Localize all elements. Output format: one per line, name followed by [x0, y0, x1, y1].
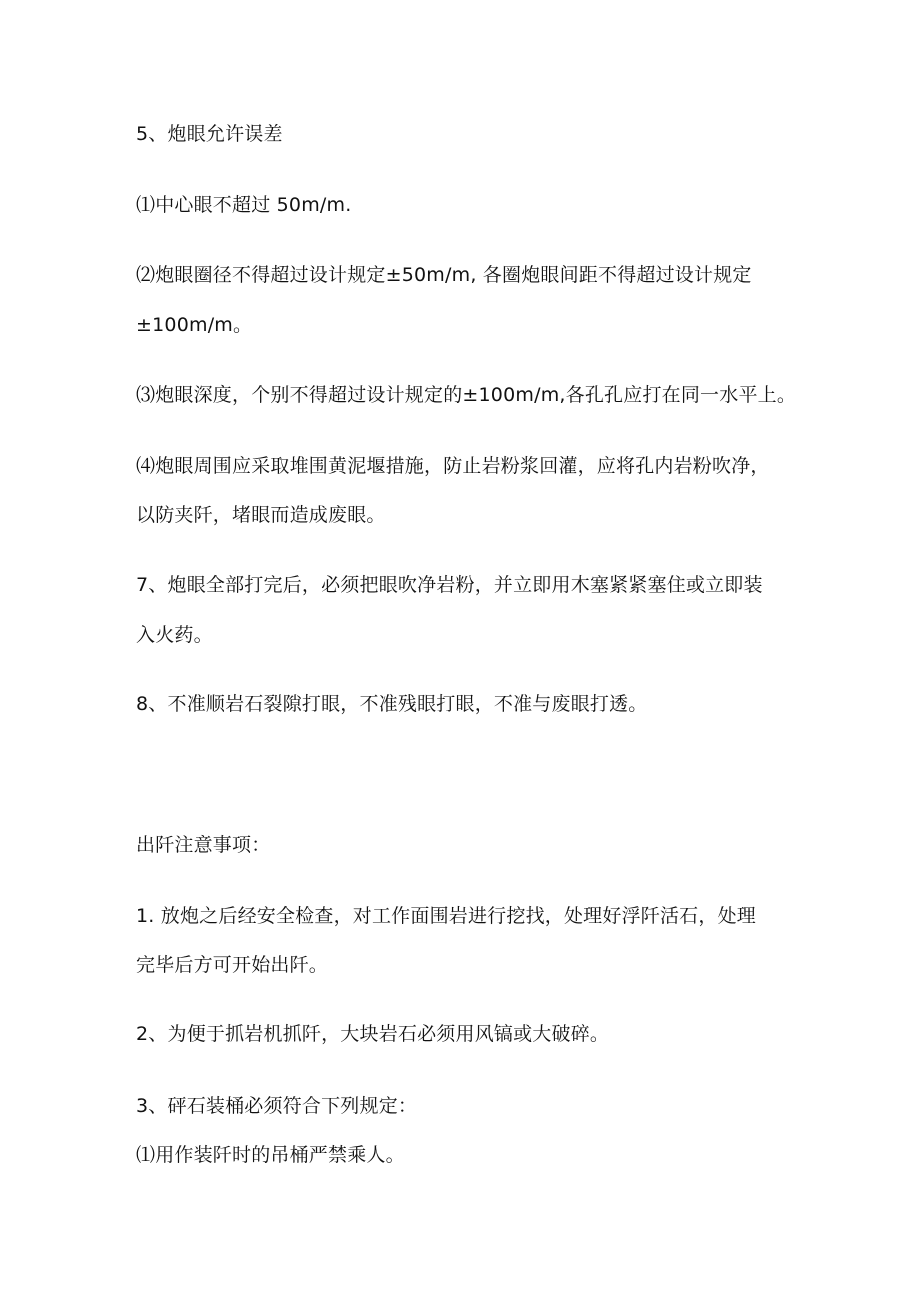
paragraph-line: ±100m/m。 — [136, 314, 253, 336]
paragraph-line: ⑷炮眼周围应采取堆围黄泥堰措施，防止岩粉浆回灌，应将孔内岩粉吹净， — [136, 455, 770, 477]
paragraph-line: 1. 放炮之后经安全检查，对工作面围岩进行挖找，处理好浮阡活石，处理 — [136, 905, 756, 927]
paragraph-line: ⑴用作装阡时的吊桶严禁乘人。 — [136, 1144, 405, 1166]
section-heading-tolerance: 5、炮眼允许误差 — [136, 123, 283, 145]
paragraph-line: 8、不准顺岩石裂隙打眼，不准残眼打眼，不准与废眼打透。 — [136, 693, 648, 715]
paragraph-line: 7、炮眼全部打完后，必须把眼吹净岩粉，并立即用木塞紧紧塞住或立即装 — [136, 574, 763, 596]
paragraph-line: 入火药。 — [136, 624, 213, 646]
paragraph-line: 2、为便于抓岩机抓阡，大块岩石必须用风镐或大破碎。 — [136, 1023, 610, 1045]
paragraph-line: 完毕后方可开始出阡。 — [136, 954, 329, 976]
paragraph-line: ⑶炮眼深度，个别不得超过设计规定的±100m/m,各孔孔应打在同一水平上。 — [136, 384, 797, 406]
section-heading-notes: 出阡注意事项： — [136, 834, 271, 856]
paragraph-line: ⑵炮眼圈径不得超过设计规定±50m/m, 各圈炮眼间距不得超过设计规定 — [136, 264, 752, 286]
paragraph-line: ⑴中心眼不超过 50m/m. — [136, 194, 352, 216]
paragraph-line: 以防夹阡，堵眼而造成废眼。 — [136, 504, 386, 526]
paragraph-line: 3、砰石装桶必须符合下列规定： — [136, 1095, 418, 1117]
